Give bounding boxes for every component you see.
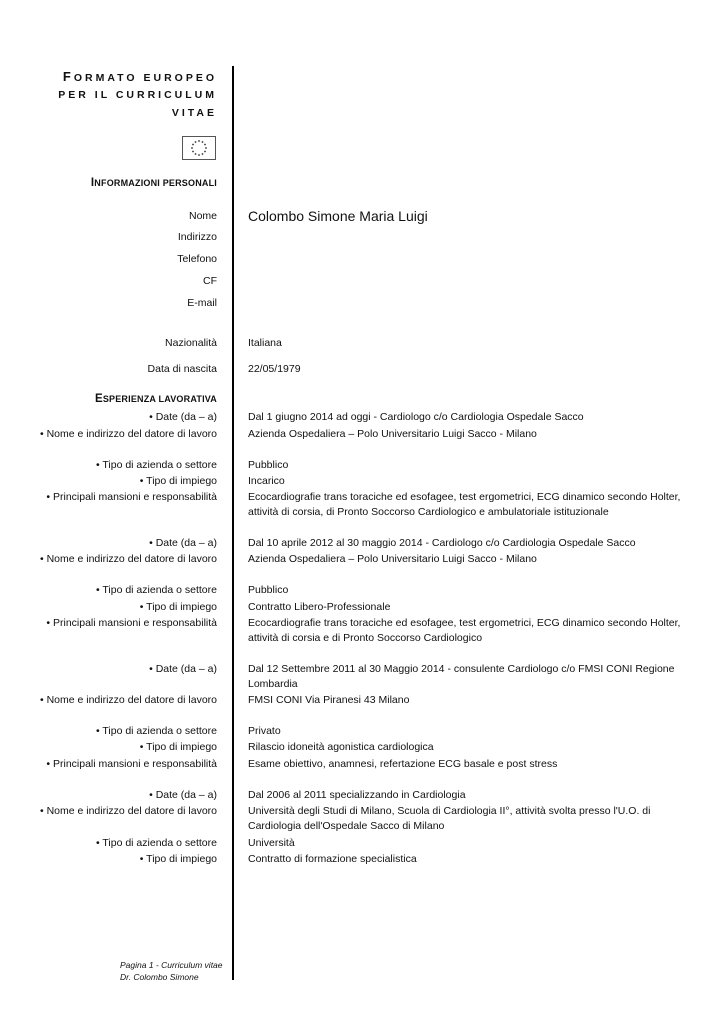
label-tipo-azienda: • Tipo di azienda o settore	[95, 725, 217, 737]
vertical-rule	[232, 66, 234, 980]
cv-title-line-3: VITAE	[171, 107, 217, 119]
job-datore: Azienda Ospedaliera – Polo Universitario Luigi Sacco - Milano	[248, 428, 537, 440]
job-date: Dal 1 giugno 2014 ad oggi - Cardiologo c/o Cardiologia Ospedale Sacco	[248, 411, 584, 423]
eu-flag-icon	[182, 136, 216, 160]
job-tipo-azienda: Pubblico	[248, 459, 289, 471]
label-mansioni: • Principali mansioni e responsabilità	[46, 617, 217, 629]
label-indirizzo: Indirizzo	[177, 231, 217, 243]
label-email: E-mail	[187, 297, 217, 309]
section-heading-personal: INFORMAZIONI PERSONALI	[90, 177, 217, 189]
job-tipo-impiego: Rilascio idoneità agonistica cardiologica	[248, 741, 434, 753]
value-data-nascita: 22/05/1979	[248, 363, 301, 375]
label-tipo-impiego: • Tipo di impiego	[139, 475, 217, 487]
label-nome: Nome	[188, 210, 217, 222]
label-tipo-impiego: • Tipo di impiego	[139, 741, 217, 753]
label-date: • Date (da – a)	[149, 537, 217, 549]
label-mansioni: • Principali mansioni e responsabilità	[46, 758, 217, 770]
label-mansioni: • Principali mansioni e responsabilità	[46, 491, 217, 503]
footer-author-line: Dr. Colombo Simone	[120, 972, 199, 982]
job-date: Dal 12 Settembre 2011 al 30 Maggio 2014 - consulente Cardiologo c/o FMSI CONI Regione Lombardia	[248, 663, 675, 690]
job-date: Dal 2006 al 2011 specializzando in Cardiologia	[248, 789, 466, 801]
label-data-nascita: Data di nascita	[147, 363, 217, 375]
value-nome: Colombo Simone Maria Luigi	[248, 208, 428, 224]
job-datore: FMSI CONI Via Piranesi 43 Milano	[248, 694, 410, 706]
job-datore: Università degli Studi di Milano, Scuola di Cardiologia II°, attività svolta presso l'U.O. di Cardiologia dell'Ospedale Sacco di Milano	[248, 805, 651, 832]
job-datore: Azienda Ospedaliera – Polo Universitario Luigi Sacco - Milano	[248, 553, 537, 565]
label-nazionalita: Nazionalità	[165, 337, 217, 349]
label-cf: CF	[203, 275, 217, 287]
label-tipo-azienda: • Tipo di azienda o settore	[95, 837, 217, 849]
job-mansioni: Ecocardiografie trans toraciche ed esofagee, test ergometrici, ECG dinamico secondo Holter, attività di corsia e di Pronto Soccorso Cardiologico	[248, 617, 681, 644]
job-tipo-impiego: Contratto di formazione specialistica	[248, 853, 417, 865]
job-tipo-azienda: Privato	[248, 725, 281, 737]
label-telefono: Telefono	[177, 253, 217, 265]
job-tipo-impiego: Incarico	[248, 475, 285, 487]
section-heading-experience: ESPERIENZA LAVORATIVA	[94, 393, 217, 405]
job-date: Dal 10 aprile 2012 al 30 maggio 2014 - Cardiologo c/o Cardiologia Ospedale Sacco	[248, 537, 636, 549]
label-datore: • Nome e indirizzo del datore di lavoro	[39, 553, 217, 565]
cv-title-line-2: PER IL CURRICULUM	[58, 89, 217, 101]
label-datore: • Nome e indirizzo del datore di lavoro	[39, 428, 217, 440]
job-mansioni: Esame obiettivo, anamnesi, refertazione ECG basale e post stress	[248, 758, 558, 770]
label-datore: • Nome e indirizzo del datore di lavoro	[39, 694, 217, 706]
label-tipo-impiego: • Tipo di impiego	[139, 601, 217, 613]
label-date: • Date (da – a)	[149, 663, 217, 675]
job-tipo-azienda: Pubblico	[248, 584, 289, 596]
label-tipo-azienda: • Tipo di azienda o settore	[95, 584, 217, 596]
value-nazionalita: Italiana	[248, 337, 282, 349]
label-datore: • Nome e indirizzo del datore di lavoro	[39, 805, 217, 817]
label-date: • Date (da – a)	[149, 789, 217, 801]
label-tipo-azienda: • Tipo di azienda o settore	[95, 459, 217, 471]
footer-page-line: Pagina 1 - Curriculum vitae	[120, 960, 223, 970]
job-tipo-azienda: Università	[248, 837, 295, 849]
job-tipo-impiego: Contratto Libero-Professionale	[248, 601, 391, 613]
cv-title-line-1: FORMATO EUROPEO	[62, 69, 217, 84]
label-date: • Date (da – a)	[149, 411, 217, 423]
job-mansioni: Ecocardiografie trans toraciche ed esofagee, test ergometrici, ECG dinamico secondo Holter, attività di corsia, di Pronto Soccorso Cardiologico e ambulatoriale istituzionale	[248, 491, 681, 518]
label-tipo-impiego: • Tipo di impiego	[139, 853, 217, 865]
